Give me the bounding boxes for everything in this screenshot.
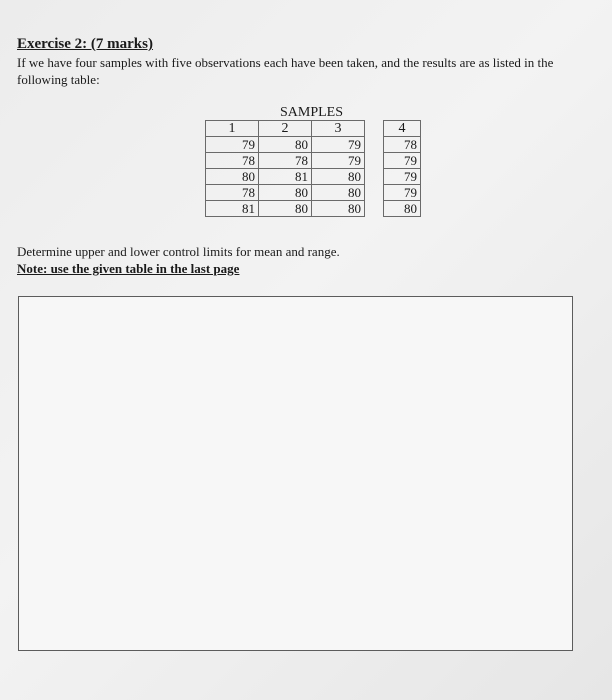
table-cell: 80 xyxy=(312,185,365,201)
table-cell: 79 xyxy=(384,185,421,201)
table-row xyxy=(206,137,428,153)
table-cell: 79 xyxy=(312,153,365,169)
question-text: Determine upper and lower control limits for mean and range. xyxy=(17,244,340,259)
table-cell: 79 xyxy=(206,137,259,153)
note-text: Note: use the given table in the last page xyxy=(17,261,240,276)
table-cell: 80 xyxy=(312,169,365,185)
table-cell: 78 xyxy=(384,137,421,153)
answer-box[interactable] xyxy=(18,296,573,651)
column-header: 2 xyxy=(259,121,312,137)
table-cell: 79 xyxy=(384,169,421,185)
table-row xyxy=(206,185,428,201)
table-cell: 78 xyxy=(259,153,312,169)
table-cell: 78 xyxy=(206,153,259,169)
table-row xyxy=(206,169,428,185)
table-cell: 78 xyxy=(206,185,259,201)
table-cell: 79 xyxy=(384,153,421,169)
samples-table xyxy=(205,105,428,217)
table-cell: 79 xyxy=(312,137,365,153)
samples-header: SAMPLES xyxy=(279,105,344,120)
exercise-title: Exercise 2: (7 marks) xyxy=(17,36,153,52)
table-cell: 80 xyxy=(259,201,312,217)
table-cell: 81 xyxy=(206,201,259,217)
table-cell: 81 xyxy=(259,169,312,185)
table-row xyxy=(206,153,428,169)
table-cell: 80 xyxy=(384,201,421,217)
table-cell: 80 xyxy=(259,137,312,153)
table-row xyxy=(206,201,428,217)
column-header: 3 xyxy=(312,121,365,137)
exercise-intro: If we have four samples with five observations each have been taken, and the results are as listed in the following table: xyxy=(17,55,554,87)
table-cell: 80 xyxy=(312,201,365,217)
column-header: 4 xyxy=(384,121,421,137)
column-header: 1 xyxy=(206,121,259,137)
table-cell: 80 xyxy=(259,185,312,201)
table-cell: 80 xyxy=(206,169,259,185)
